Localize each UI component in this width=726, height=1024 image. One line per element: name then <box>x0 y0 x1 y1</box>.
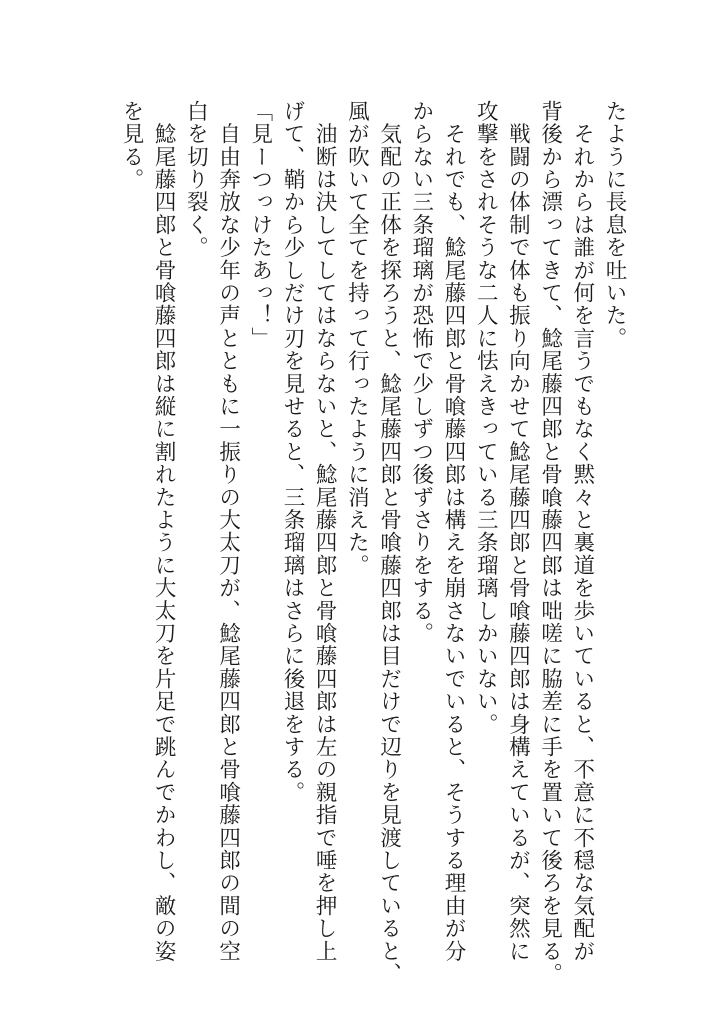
text-line: 自由奔放な少年の声とともに一振りの大太刀が、鯰尾藤四郎と骨喰藤四郎の間の空 <box>215 100 241 963</box>
text-line: 鯰尾藤四郎と骨喰藤四郎は縦に割れたように大太刀を片足で跳んでかわし、敵の姿 <box>151 100 177 963</box>
text-line: それでも、鯰尾藤四郎と骨喰藤四郎は構えを崩さないでいると、そうする理由が分 <box>440 100 466 963</box>
text-line: 気配の正体を探ろうと、鯰尾藤四郎と骨喰藤四郎は目だけで辺りを見渡していると、 <box>376 100 402 986</box>
text-line: からない三条瑠璃が恐怖で少しずつ後ずさりをする。 <box>408 100 434 645</box>
text-line: を見る。 <box>118 100 144 191</box>
text-line: 背後から漂ってきて、鯰尾藤四郎と骨喰藤四郎は咄嗟に脇差に手を置いて後ろを見る。 <box>537 100 563 986</box>
text-line: それからは誰が何を言うでもなく黙々と裏道を歩いていると、不意に不穏な気配が <box>569 100 595 963</box>
text-line: 風が吹いて全てを持って行ったように消えた。 <box>344 100 370 577</box>
text-line: 攻撃をされそうな二人に怯えきっている三条瑠璃しかいない。 <box>473 100 499 736</box>
text-line: げて、鞘から少しだけ刃を見せると、三条瑠璃はさらに後退をする。 <box>279 100 305 804</box>
text-line: 油断は決してしてはならないと、鯰尾藤四郎と骨喰藤四郎は左の親指で唾を押し上 <box>312 100 338 963</box>
text-line: 「見ーつっけたあっ！」 <box>247 100 273 350</box>
text-line: たように長息を吐いた。 <box>602 100 627 350</box>
text-line: 白を切り裂く。 <box>183 100 209 259</box>
text-line: 戦闘の体制で体も振り向かせて鯰尾藤四郎と骨喰藤四郎は身構えているが、突然に <box>505 100 531 963</box>
vertical-text-body <box>115 100 630 986</box>
